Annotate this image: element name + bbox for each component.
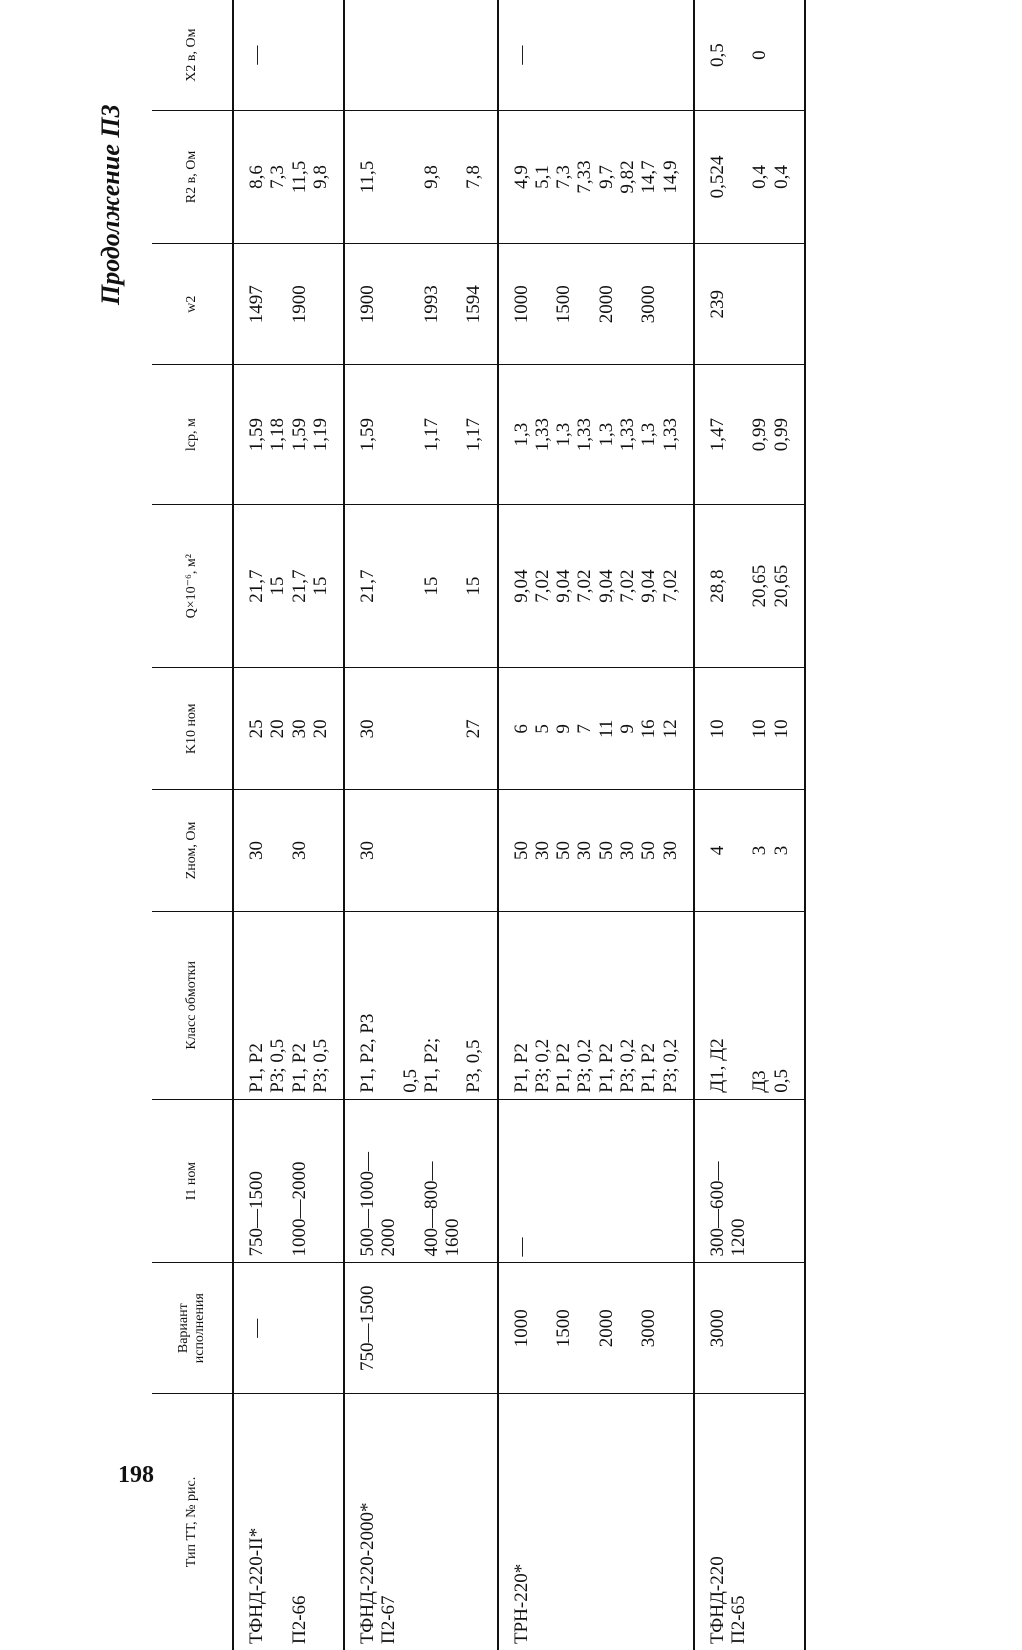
cell-line: Р1, Р2 (553, 1043, 575, 1093)
cell-line: Р1, Р2, Р3 (357, 1013, 379, 1093)
table-body (233, 0, 805, 1650)
cell-line (442, 117, 463, 237)
cell-line: 7,3 (267, 165, 289, 189)
header-r2: R2 в, Ом (152, 111, 233, 244)
cell-line: 1,3 (510, 422, 532, 447)
cell-line (400, 1106, 421, 1257)
cell-k10 (694, 668, 805, 790)
cell-line: 9,8 (420, 165, 442, 189)
cell-line: 0,5 (770, 1069, 792, 1093)
cell-k10 (498, 668, 694, 790)
cell-line: 50 (510, 840, 532, 860)
cell-line: 15 (463, 576, 485, 596)
cell-line: 7,33 (574, 160, 596, 194)
cell-line (728, 117, 749, 237)
cell-line: 8,6 (246, 165, 267, 189)
cell-line: 12 (659, 719, 681, 739)
cell-line: 1,59 (246, 418, 267, 452)
cell-line: 2000 (595, 285, 617, 324)
cell-line: ТФНД-220 (706, 1556, 728, 1644)
cell-l (694, 365, 805, 504)
cell-line: 11,5 (288, 160, 310, 194)
cell-variant (233, 1263, 344, 1393)
cell-line (267, 1106, 288, 1257)
header-class: Класс обмотки (152, 911, 233, 1099)
cell-w2 (233, 243, 344, 365)
cell-line: 0,99 (770, 418, 792, 452)
cell-w2 (498, 243, 694, 365)
cell-line: 25 (246, 719, 267, 739)
cell-type (233, 1393, 344, 1650)
cell-line: 7,3 (553, 165, 575, 189)
table-row (498, 0, 694, 1650)
cell-line: 750—1500 (246, 1170, 267, 1257)
cell-line (378, 511, 399, 662)
cell-line: 500—1000— (357, 1151, 379, 1257)
cell-line (378, 675, 399, 784)
cell-line: 1000—2000 (288, 1161, 310, 1257)
header-l: lср, м (152, 365, 233, 504)
cell-z (344, 790, 498, 912)
cell-line: 1993 (420, 285, 442, 324)
cell-line: 10 (706, 719, 728, 739)
cell-line: 400—800— (420, 1161, 442, 1257)
cell-line: 50 (638, 840, 660, 860)
cell-line: 2000 (378, 1218, 400, 1257)
cell-r2 (694, 111, 805, 244)
cell-line: П2-66 (288, 1595, 310, 1644)
cell-k10 (344, 668, 498, 790)
table-header-row (152, 0, 233, 1650)
header-w2: w2 (152, 243, 233, 365)
cell-line (442, 675, 463, 784)
cell-line: Р1, Р2 (288, 1043, 310, 1093)
cell-line: — (246, 45, 267, 65)
cell-line: 27 (463, 719, 485, 739)
cell-line: 11,5 (357, 160, 379, 194)
cell-line: Р1, Р2 (638, 1043, 660, 1093)
cell-line (378, 918, 399, 1093)
cell-line: 50 (595, 840, 617, 860)
cell-line: 30 (288, 719, 310, 739)
cell-q (498, 504, 694, 668)
cell-line: 20,65 (770, 564, 792, 608)
cell-line (378, 250, 399, 359)
cell-line: Р1, Р2 (246, 1043, 267, 1093)
cell-line: 9 (616, 724, 638, 734)
cell-line: Р3; 0,2 (574, 1038, 596, 1093)
table-row (694, 0, 805, 1650)
cell-z (694, 790, 805, 912)
cell-line: 21,7 (246, 569, 267, 603)
cell-line: 30 (574, 840, 596, 860)
cell-line: 1000 (510, 1309, 532, 1348)
header-variant: Вариант исполнения (152, 1263, 233, 1393)
table-row (344, 0, 498, 1650)
cell-line (442, 372, 463, 498)
cell-line: 1,19 (309, 418, 331, 452)
cell-klass (233, 911, 344, 1099)
cell-line (378, 372, 399, 498)
cell-klass (498, 911, 694, 1099)
cell-line (728, 796, 749, 905)
cell-line: 3000 (706, 1309, 728, 1348)
cell-type (498, 1393, 694, 1650)
cell-line: 0,524 (706, 155, 728, 199)
cell-line: Р1, Р2; (420, 1037, 442, 1093)
cell-line: 4,9 (510, 165, 532, 189)
cell-line: Д1, Д2 (706, 1038, 728, 1093)
cell-line: 20 (309, 719, 331, 739)
cell-line: 1,59 (288, 418, 310, 452)
cell-line: 1,33 (531, 418, 553, 452)
cell-i1 (233, 1099, 344, 1263)
cell-line: 15 (267, 576, 289, 596)
cell-line: 30 (531, 840, 553, 860)
cell-line: 3 (770, 845, 792, 856)
cell-w2 (694, 243, 805, 365)
cell-type (344, 1393, 498, 1650)
cell-line (728, 918, 749, 1093)
cell-line: 9,04 (595, 569, 617, 603)
cell-line: 1,3 (595, 422, 617, 447)
cell-line: Р3; 0,2 (659, 1038, 681, 1093)
cell-line: 7,02 (531, 569, 553, 603)
cell-line: 1000 (510, 285, 532, 324)
cell-line: 1900 (288, 285, 310, 324)
cell-line (442, 918, 463, 1093)
cell-line: 7,02 (659, 569, 681, 603)
cell-line: 1500 (553, 285, 575, 324)
header-q: Q×10⁻⁶, м² (152, 504, 233, 668)
cell-line: 20 (267, 719, 289, 739)
cell-line: 30 (659, 840, 681, 860)
cell-type (694, 1393, 805, 1650)
cell-line (728, 511, 749, 662)
cell-line: П2-65 (728, 1595, 750, 1644)
cell-x2 (233, 0, 344, 111)
cell-z (233, 790, 344, 912)
cell-line: 3 (749, 845, 771, 856)
cell-l (233, 365, 344, 504)
cell-line (400, 250, 421, 359)
header-z: Zном, Ом (152, 790, 233, 912)
cell-line: 1,33 (616, 418, 638, 452)
cell-line: 9,8 (309, 165, 331, 189)
cell-line (728, 675, 749, 784)
cell-line (532, 250, 553, 359)
cell-line: 1900 (357, 285, 379, 324)
cell-line (574, 250, 595, 359)
cell-line: 3000 (638, 285, 660, 324)
cell-line: 20,65 (749, 564, 771, 608)
cell-line: 10 (770, 719, 792, 739)
cell-line: ТРН-220* (510, 1563, 532, 1644)
header-i1: I1 ном (152, 1099, 233, 1263)
cell-line: 0,5 (399, 1069, 421, 1093)
cell-line: 1,33 (659, 418, 681, 452)
cell-i1 (344, 1099, 498, 1263)
header-k10: K10 ном (152, 668, 233, 790)
cell-line: 0 (749, 50, 771, 60)
cell-line: 1,18 (267, 418, 289, 452)
cell-line: 1,47 (706, 418, 728, 452)
cell-line: 0,4 (749, 165, 771, 189)
cell-line: 21,7 (288, 569, 310, 603)
cell-x2 (498, 0, 694, 111)
cell-line: 30 (246, 840, 267, 860)
cell-line: 2000 (595, 1309, 617, 1348)
cell-z (498, 790, 694, 912)
cell-variant (694, 1263, 805, 1393)
cell-line (442, 250, 463, 359)
cell-line (267, 1400, 288, 1644)
cell-r2 (344, 111, 498, 244)
cell-line: 1,3 (638, 422, 660, 447)
cell-variant (344, 1263, 498, 1393)
cell-line: Д3 (749, 1070, 771, 1093)
cell-line: 30 (357, 719, 379, 739)
cell-line: 1600 (442, 1218, 464, 1257)
cell-line (378, 117, 399, 237)
cell-line (267, 796, 288, 905)
cell-line: П2-67 (378, 1595, 400, 1644)
cell-line: 9 (553, 724, 575, 734)
cell-variant (498, 1263, 694, 1393)
cell-line (728, 372, 749, 498)
cell-line: Р3, 0,5 (463, 1039, 485, 1093)
cell-w2 (344, 243, 498, 365)
cell-line: 10 (749, 719, 771, 739)
cell-line: 30 (616, 840, 638, 860)
cell-line: 7,02 (574, 569, 596, 603)
cell-line: 0,4 (770, 165, 792, 189)
cell-line: 1,33 (574, 418, 596, 452)
cell-k10 (233, 668, 344, 790)
cell-line: ТФНД-220-2000* (357, 1502, 379, 1644)
cell-line (574, 1269, 595, 1386)
cell-line: 1,17 (420, 418, 442, 452)
cell-line: Р3; 0,5 (267, 1038, 289, 1093)
cell-line: 5 (531, 724, 553, 734)
cell-x2 (694, 0, 805, 111)
cell-line: 4 (706, 845, 728, 856)
cell-line: 7,02 (616, 569, 638, 603)
cell-line (617, 1269, 638, 1386)
cell-line: 7,8 (463, 165, 485, 189)
cell-line: Р3; 0,5 (309, 1038, 331, 1093)
cell-line: 0,99 (749, 418, 771, 452)
cell-line: 9,04 (510, 569, 532, 603)
cell-line: 750—1500 (357, 1285, 379, 1371)
cell-l (498, 365, 694, 504)
cell-line: 28,8 (706, 569, 728, 603)
cell-q (233, 504, 344, 668)
continuation-caption: Продолжение П3 (96, 104, 125, 305)
cell-line (267, 250, 288, 359)
cell-line (532, 1269, 553, 1386)
header-type: Тип ТТ, № рис. (152, 1393, 233, 1650)
cell-line: 5,1 (531, 165, 553, 189)
cell-line (400, 511, 421, 662)
cell-line: 30 (288, 840, 310, 860)
cell-line: 30 (357, 840, 379, 860)
cell-line: 1,3 (553, 422, 575, 447)
cell-line: Р3; 0,2 (531, 1038, 553, 1093)
table-row (233, 0, 344, 1650)
cell-line (728, 6, 749, 104)
cell-line: — (246, 1318, 267, 1338)
cell-r2 (498, 111, 694, 244)
cell-line: 1497 (246, 285, 267, 324)
header-x2: X2 в, Ом (152, 0, 233, 111)
cell-line: Р3; 0,2 (616, 1038, 638, 1093)
cell-line: ТФНД-220-II* (246, 1527, 267, 1644)
cell-line: — (510, 45, 532, 65)
cell-q (694, 504, 805, 668)
cell-line: 1,59 (357, 418, 379, 452)
cell-q (344, 504, 498, 668)
cell-line (617, 250, 638, 359)
cell-i1 (498, 1099, 694, 1263)
cell-line (400, 372, 421, 498)
cell-line: 1200 (728, 1218, 750, 1257)
cell-x2 (344, 0, 498, 111)
cell-line: 16 (638, 719, 660, 739)
cell-line: 1594 (463, 285, 485, 324)
cell-line (400, 117, 421, 237)
cell-line: 6 (510, 724, 532, 734)
cell-line: 0,5 (706, 43, 728, 67)
cell-line (421, 675, 442, 784)
cell-i1 (694, 1099, 805, 1263)
cell-line: 9,04 (553, 569, 575, 603)
cell-line: 300—600— (706, 1161, 728, 1257)
cell-line: 9,7 (595, 165, 617, 189)
cell-line: 7 (574, 724, 596, 734)
cell-line (442, 511, 463, 662)
cell-line: 3000 (638, 1309, 660, 1348)
cell-line: 9,82 (616, 160, 638, 194)
cell-line: 14,9 (659, 160, 681, 194)
cell-klass (344, 911, 498, 1099)
cell-line: 11 (595, 719, 617, 738)
cell-line: 15 (309, 576, 331, 596)
cell-l (344, 365, 498, 504)
cell-klass (694, 911, 805, 1099)
cell-line: 15 (420, 576, 442, 596)
cell-line: 14,7 (638, 160, 660, 194)
page-number: 198 (118, 1462, 154, 1488)
cell-line (357, 6, 378, 104)
cell-line: 1,17 (463, 418, 485, 452)
cell-line: 1500 (553, 1309, 575, 1348)
cell-line: 50 (553, 840, 575, 860)
cell-line: Р1, Р2 (595, 1043, 617, 1093)
cell-line: — (510, 1237, 532, 1257)
cell-line (400, 675, 421, 784)
cell-line: 239 (706, 289, 728, 319)
cell-r2 (233, 111, 344, 244)
current-transformer-table (152, 0, 806, 1650)
cell-line: 9,04 (638, 569, 660, 603)
cell-line: Р1, Р2 (510, 1043, 532, 1093)
cell-line: 21,7 (357, 569, 379, 603)
